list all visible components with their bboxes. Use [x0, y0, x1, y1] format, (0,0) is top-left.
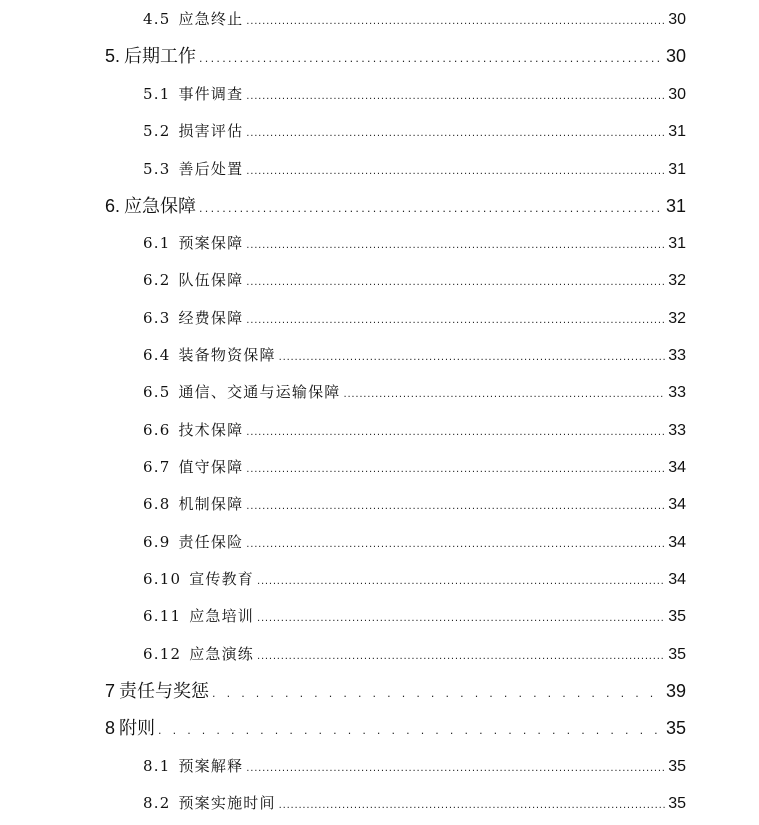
section-title: 队伍保障 — [178, 271, 244, 289]
section-number: 8 — [105, 718, 116, 738]
section-number: 6.11 — [143, 607, 182, 625]
section-number: 6.9 — [143, 533, 171, 551]
toc-entry-6-9 — [143, 528, 686, 556]
toc-entry-6-12 — [143, 640, 686, 668]
toc-entry-6 — [105, 192, 686, 220]
page-number: 33 — [668, 384, 686, 401]
section-title: 预案保障 — [178, 234, 244, 252]
dot-leader — [246, 528, 665, 559]
section-title: 装备物资保障 — [178, 346, 276, 364]
section-title: 技术保障 — [178, 421, 244, 439]
section-title: 损害评估 — [178, 122, 244, 140]
section-number: 6.6 — [143, 421, 171, 439]
page-number: 31 — [668, 235, 686, 252]
section-number: 6.3 — [143, 309, 171, 327]
dot-leader — [246, 155, 665, 186]
dot-leader — [257, 640, 665, 671]
dot-leader — [246, 453, 665, 484]
section-title: 宣传教育 — [189, 570, 255, 588]
dot-leader — [279, 341, 666, 372]
section-title: 通信、交通与运输保障 — [178, 383, 341, 401]
toc-entry-8-1 — [143, 752, 686, 780]
section-title: 善后处置 — [178, 160, 244, 178]
toc-entry-8-2 — [143, 789, 686, 817]
dot-leader — [246, 5, 665, 36]
dot-leader — [158, 714, 663, 745]
section-title: 预案解释 — [178, 757, 244, 775]
dot-leader — [257, 602, 665, 633]
section-title: 事件调查 — [178, 85, 244, 103]
section-title: 机制保障 — [178, 495, 244, 513]
section-number: 8.1 — [143, 757, 171, 775]
dot-leader — [246, 490, 665, 521]
toc-entry-6-7 — [143, 453, 686, 481]
page-number: 30 — [668, 11, 686, 28]
page-number: 34 — [668, 571, 686, 588]
page-number: 39 — [665, 681, 686, 701]
page-number: 34 — [668, 534, 686, 551]
toc-entry-6-10 — [143, 565, 686, 593]
section-number: 6.2 — [143, 271, 171, 289]
page-number: 31 — [668, 123, 686, 140]
toc-entry-6-1 — [143, 229, 686, 257]
section-title: 附则 — [119, 718, 156, 738]
section-title: 应急培训 — [189, 607, 255, 625]
page-number: 35 — [668, 608, 686, 625]
page-number: 33 — [668, 422, 686, 439]
section-title: 责任保险 — [178, 533, 244, 551]
section-number: 5.2 — [143, 122, 171, 140]
dot-leader — [246, 80, 665, 111]
dot-leader — [279, 789, 666, 820]
section-title: 应急终止 — [178, 10, 244, 28]
page-number: 31 — [665, 196, 686, 216]
toc-entry-5-1 — [143, 80, 686, 108]
page-number: 30 — [668, 86, 686, 103]
toc-entry-5-2 — [143, 117, 686, 145]
toc-entry-6-6 — [143, 416, 686, 444]
section-title: 后期工作 — [124, 46, 197, 66]
section-number: 5.1 — [143, 85, 171, 103]
section-number: 6.10 — [143, 570, 182, 588]
dot-leader — [246, 266, 665, 297]
toc-entry-6-5 — [143, 378, 686, 406]
toc-entry-6-8 — [143, 490, 686, 518]
section-number: 7 — [105, 681, 116, 701]
page-number: 35 — [668, 795, 686, 812]
section-number: 4.5 — [143, 10, 171, 28]
toc-entry-5 — [105, 42, 686, 70]
section-title: 应急保障 — [124, 196, 197, 216]
section-number: 8.2 — [143, 794, 171, 812]
toc-entry-6-2 — [143, 266, 686, 294]
section-title: 值守保障 — [178, 458, 244, 476]
section-number: 6.7 — [143, 458, 171, 476]
dot-leader — [199, 192, 663, 223]
section-title: 预案实施时间 — [178, 794, 276, 812]
page-number: 35 — [668, 646, 686, 663]
page-number: 30 — [665, 46, 686, 66]
section-number: 6.1 — [143, 234, 171, 252]
dot-leader — [199, 42, 663, 73]
section-title: 应急演练 — [189, 645, 255, 663]
section-number: 5.3 — [143, 160, 171, 178]
toc-entry-6-11 — [143, 602, 686, 630]
dot-leader — [246, 229, 665, 260]
page-number: 32 — [668, 310, 686, 327]
page-number: 34 — [668, 496, 686, 513]
section-number: 6. — [105, 196, 121, 216]
dot-leader — [246, 117, 665, 148]
toc-entry-7 — [105, 677, 686, 705]
section-number: 6.12 — [143, 645, 182, 663]
page-number: 32 — [668, 272, 686, 289]
section-number: 6.8 — [143, 495, 171, 513]
toc-entry-6-4 — [143, 341, 686, 369]
section-number: 5. — [105, 46, 121, 66]
page-number: 34 — [668, 459, 686, 476]
toc-entry-8 — [105, 714, 686, 742]
page-number: 31 — [668, 161, 686, 178]
dot-leader — [343, 378, 665, 409]
section-number: 6.5 — [143, 383, 171, 401]
page-number: 33 — [668, 347, 686, 364]
dot-leader — [246, 752, 665, 783]
dot-leader — [246, 416, 665, 447]
toc-entry-5-3 — [143, 155, 686, 183]
dot-leader — [212, 677, 663, 708]
page-number: 35 — [665, 718, 686, 738]
toc-entry-4-5 — [143, 5, 686, 33]
section-title: 经费保障 — [178, 309, 244, 327]
toc-entry-6-3 — [143, 304, 686, 332]
section-number: 6.4 — [143, 346, 171, 364]
page-number: 35 — [668, 758, 686, 775]
section-title: 责任与奖惩 — [119, 681, 210, 701]
dot-leader — [257, 565, 665, 596]
dot-leader — [246, 304, 665, 335]
